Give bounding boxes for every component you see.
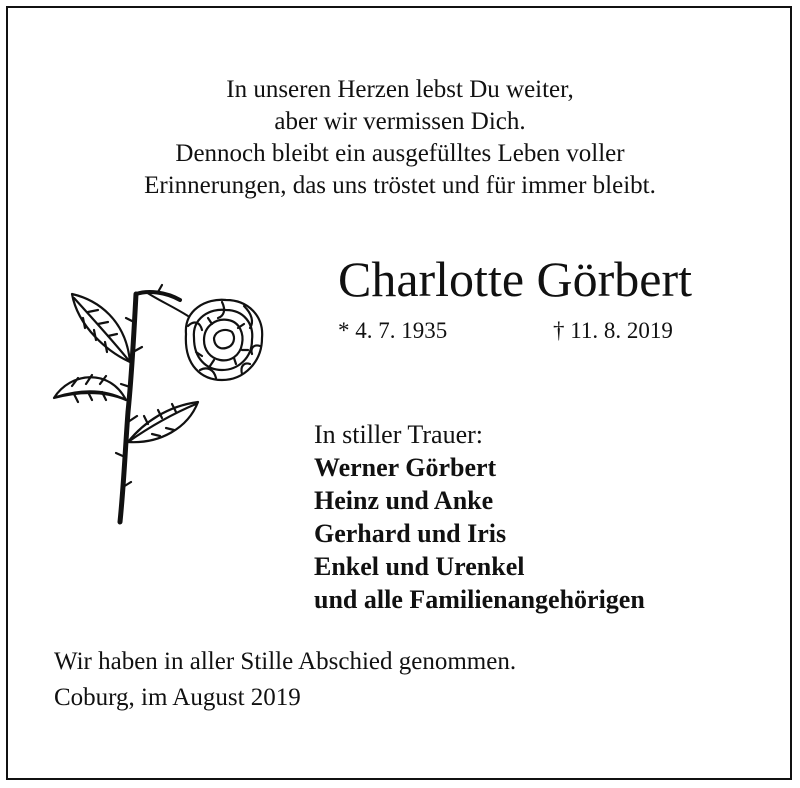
family-member: und alle Familienangehörigen xyxy=(314,585,645,614)
rose-icon xyxy=(48,282,268,532)
family-member: Heinz und Anke xyxy=(314,486,494,515)
memorial-poem xyxy=(0,74,800,202)
place-date-line: Coburg, im August 2019 xyxy=(54,684,301,711)
poem-line: Erinnerungen, das uns tröstet und für immer bleibt. xyxy=(144,172,656,199)
mourners-block xyxy=(314,418,645,616)
death-date: † 11. 8. 2019 xyxy=(553,318,673,343)
poem-line: Dennoch bleibt ein ausgefülltes Leben voller xyxy=(175,140,625,167)
mourning-intro: In stiller Trauer: xyxy=(314,420,483,449)
poem-line: aber wir vermissen Dich. xyxy=(274,108,526,135)
birth-date: * 4. 7. 1935 xyxy=(338,318,448,343)
deceased-name: Charlotte Görbert xyxy=(337,251,693,307)
poem-line: In unseren Herzen lebst Du weiter, xyxy=(226,76,574,103)
family-member: Werner Görbert xyxy=(314,453,497,482)
closing-block xyxy=(54,644,516,716)
family-member: Gerhard und Iris xyxy=(314,519,507,548)
family-member: Enkel und Urenkel xyxy=(314,552,525,581)
farewell-line: Wir haben in aller Stille Abschied genommen. xyxy=(54,648,517,675)
